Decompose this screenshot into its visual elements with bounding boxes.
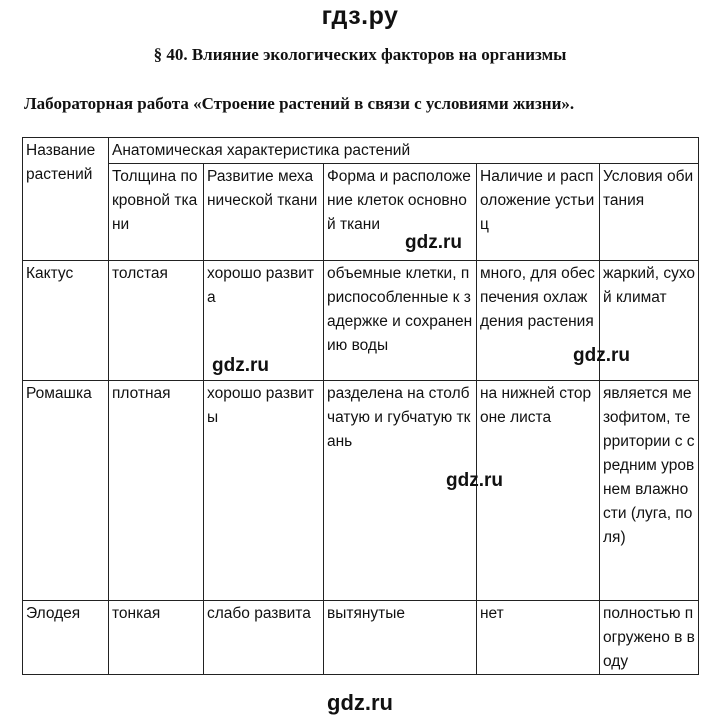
cell-cover: толстая: [109, 261, 204, 381]
cell-mechanical: хорошо развита: [204, 261, 324, 381]
watermark: gdz.ru: [212, 355, 269, 376]
section-title: § 40. Влияние экологических факторов на организмы: [153, 45, 567, 64]
cell-name: Кактус: [23, 261, 109, 381]
cell-mechanical: слабо развита: [204, 601, 324, 675]
site-title: гдз.ру: [321, 2, 399, 30]
header-plant-name: Название растений: [23, 138, 109, 261]
cell-habitat: жаркий, сухой климат: [600, 261, 699, 381]
header-mechanical-tissue: Развитие механической ткани: [204, 164, 324, 261]
header-anatomy-group: Анатомическая характеристика растений: [109, 138, 699, 164]
cell-cover: тонкая: [109, 601, 204, 675]
table-subheader-row: [23, 164, 699, 261]
cell-cover: плотная: [109, 381, 204, 601]
table-row: [23, 601, 699, 675]
cell-stomata: нет: [477, 601, 600, 675]
header-cover-tissue: Толщина покровной ткани: [109, 164, 204, 261]
header-stomata: Наличие и расположение устьиц: [477, 164, 600, 261]
cell-shape: объемные клетки, приспособленные к задержке и сохранению воды: [324, 261, 477, 381]
header-habitat: Условия обитания: [600, 164, 699, 261]
watermark: gdz.ru: [446, 470, 503, 491]
cell-name: Элодея: [23, 601, 109, 675]
cell-mechanical: хорошо развиты: [204, 381, 324, 601]
cell-stomata: много, для обеспечения охлаждения растения: [477, 261, 600, 381]
plants-table: [22, 137, 699, 675]
cell-shape: вытянутые: [324, 601, 477, 675]
lab-work-title: Лабораторная работа «Строение растений в связи с условиями жизни».: [24, 94, 575, 113]
cell-habitat: является мезофитом, территории с средним уровнем влажности (луга, поля): [600, 381, 699, 601]
cell-name: Ромашка: [23, 381, 109, 601]
cell-habitat: полностью погружено в воду: [600, 601, 699, 675]
cell-shape: разделена на столбчатую и губчатую ткань: [324, 381, 477, 601]
header-cell-shape: Форма и расположение клеток основной ткани: [324, 164, 477, 261]
cell-stomata: на нижней стороне листа: [477, 381, 600, 601]
table-header-row: [23, 138, 699, 164]
footer-watermark: gdz.ru: [327, 690, 393, 715]
watermark: gdz.ru: [573, 345, 630, 366]
table-row: [23, 381, 699, 601]
watermark: gdz.ru: [405, 232, 462, 253]
